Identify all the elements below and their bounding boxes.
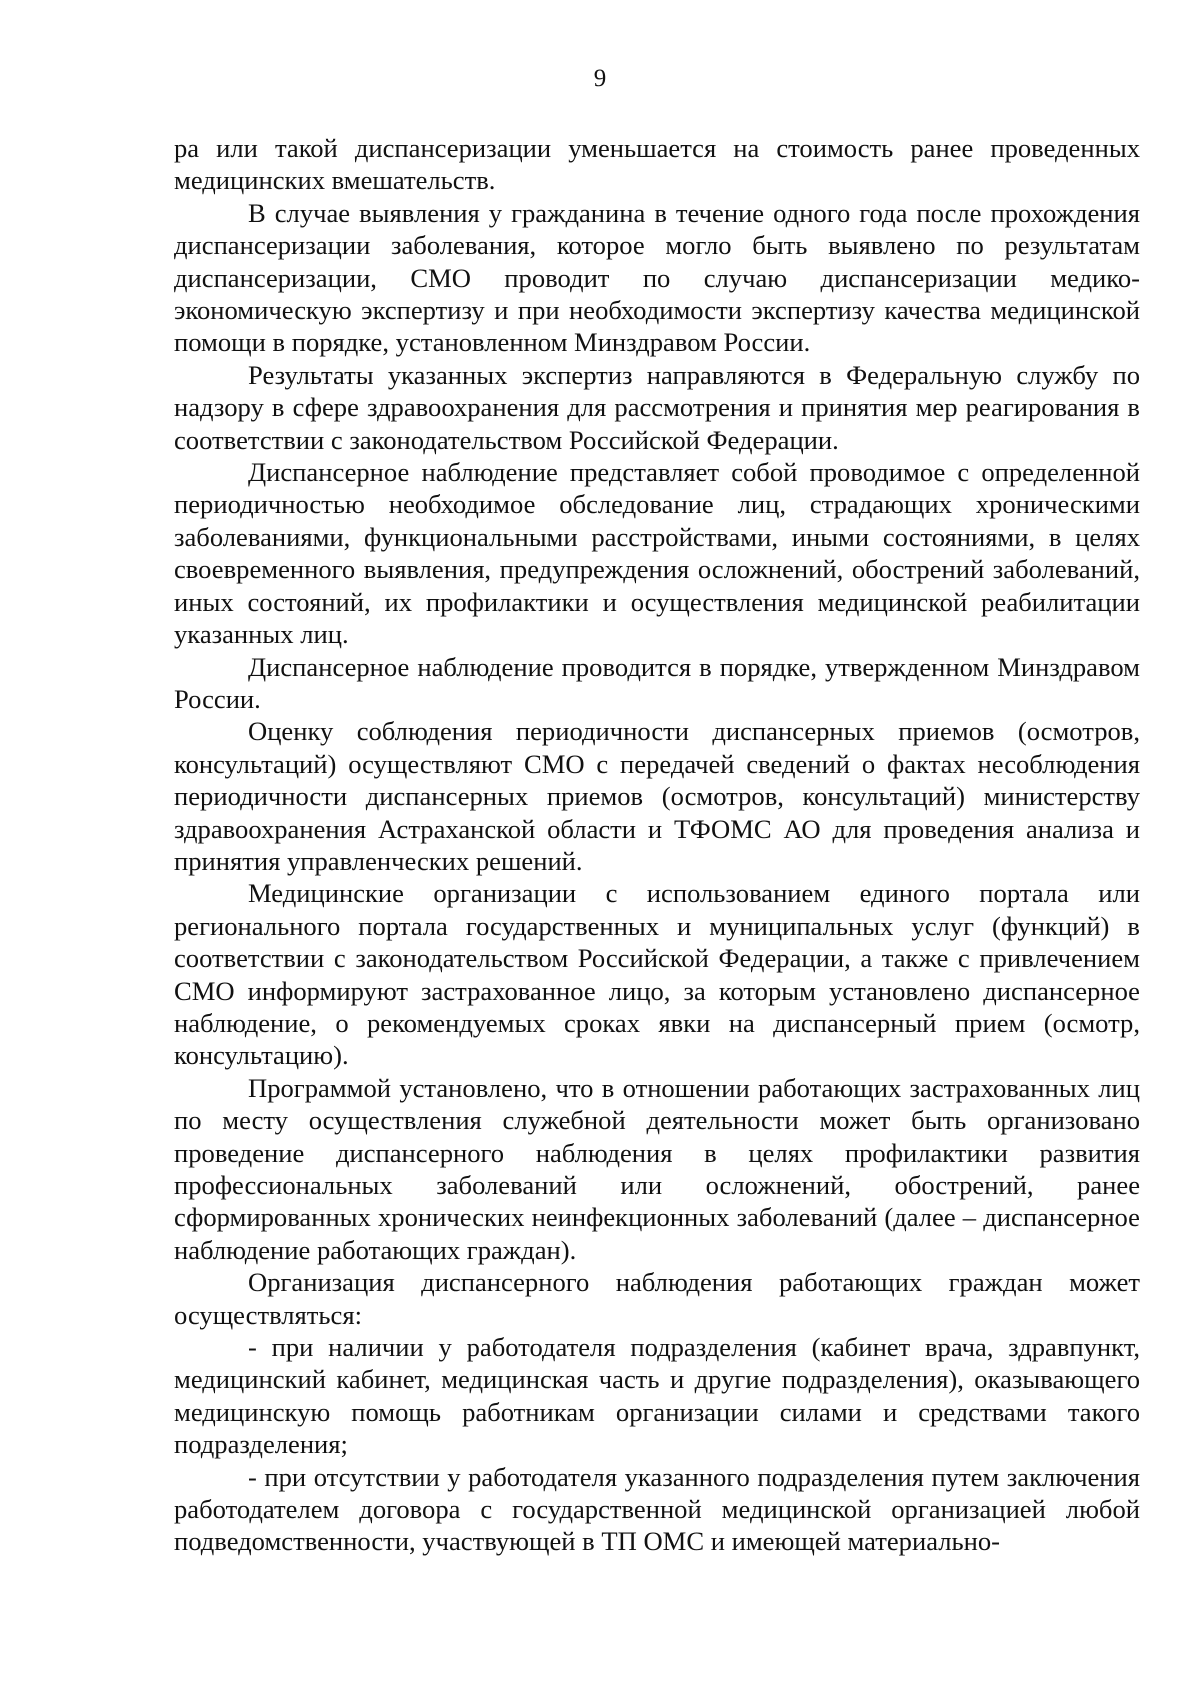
- paragraph-periodicity-assessment: Оценку соблюдения периодичности диспансерных приемов (осмотров, консультаций) осуществляют СМО с передачей сведений о фактах несоблюдения периодичности диспансерных приемов (осмотров, консультаций) министерству здравоохранения Астраханской области и ТФОМС АО для проведения анализа и принятия управленческих решений.: [174, 716, 1140, 876]
- list-item-employer-contract: - при отсутствии у работодателя указанного подразделения путем заключения работодателем договора с государственной медицинской организацией любой подведомственности, участвующей в ТП ОМС и имеющей материально-: [174, 1461, 1140, 1557]
- paragraph-organization-intro: Организация диспансерного наблюдения работающих граждан может осуществляться:: [174, 1267, 1140, 1330]
- document-body: [174, 132, 1140, 1558]
- paragraph-continuation: ра или такой диспансеризации уменьшается на стоимость ранее проведенных медицинских вмешательств.: [174, 133, 1140, 196]
- paragraph-portal-informing: Медицинские организации с использованием единого портала или регионального портала государственных и муниципальных услуг (функций) в соответствии с законодательством Российской Федерации, а также с привлечением СМО информируют застрахованное лицо, за которым установлено диспансерное наблюдение, о рекомендуемых сроках явки на диспансерный прием (осмотр, консультацию).: [174, 878, 1140, 1071]
- list-item-employer-unit: - при наличии у работодателя подразделения (кабинет врача, здравпункт, медицинский кабинет, медицинская часть и другие подразделения), оказывающего медицинскую помощь работникам организации силами и средствами такого подразделения;: [174, 1332, 1140, 1460]
- paragraph-smo-expertise: В случае выявления у гражданина в течение одного года после прохождения диспансеризации заболевания, которое могло быть выявлено по результатам диспансеризации, СМО проводит по случаю диспансеризации медико-экономическую экспертизу и при необходимости экспертизу качества медицинской помощи в порядке, установленном Минздравом России.: [174, 197, 1140, 358]
- paragraph-working-citizens: Программой установлено, что в отношении работающих застрахованных лиц по месту осуществления служебной деятельности может быть организовано проведение диспансерного наблюдения в целях профилактики развития профессиональных заболеваний или осложнений, обострений, ранее сформированных хронических неинфекционных заболеваний (далее – диспансерное наблюдение работающих граждан).: [174, 1072, 1140, 1265]
- paragraph-dispensary-definition: Диспансерное наблюдение представляет собой проводимое с определенной периодичностью необходимое обследование лиц, страдающих хроническими заболеваниями, функциональными расстройствами, иными состояниями, в целях своевременного выявления, предупреждения осложнений, обострений заболеваний, иных состояний, их профилактики и осуществления медицинской реабилитации указанных лиц.: [174, 457, 1140, 650]
- page-number: 9: [593, 65, 607, 92]
- paragraph-dispensary-procedure: Диспансерное наблюдение проводится в порядке, утвержденном Минздравом России.: [174, 651, 1140, 714]
- paragraph-expertise-results: Результаты указанных экспертиз направляются в Федеральную службу по надзору в сфере здравоохранения для рассмотрения и принятия мер реагирования в соответствии с законодательством Российской Федерации.: [174, 359, 1140, 455]
